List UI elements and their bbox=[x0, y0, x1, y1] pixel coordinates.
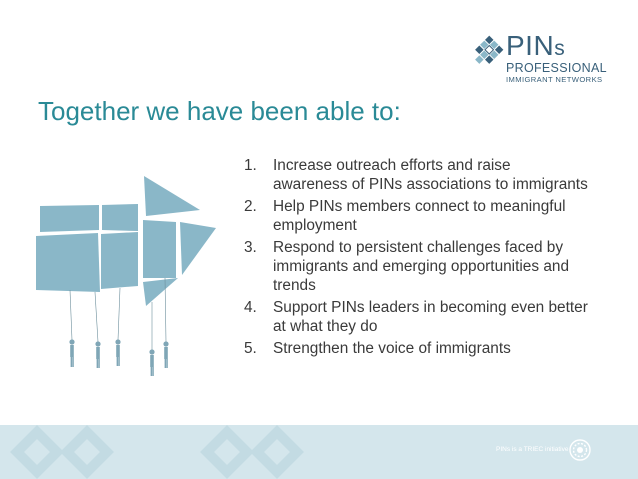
logo-wordmark: PINs bbox=[506, 30, 566, 61]
arrow-panels-illustration bbox=[0, 172, 230, 384]
footer-band bbox=[0, 425, 638, 479]
pins-logo bbox=[466, 28, 631, 84]
logo-line-professional: PROFESSIONAL bbox=[506, 61, 607, 75]
achievements-list bbox=[244, 156, 589, 361]
list-item: 5. Strengthen the voice of immigrants bbox=[244, 340, 511, 357]
list-item: 1. Increase outreach efforts and raise awareness of PINs associations to immigrants bbox=[244, 157, 588, 193]
slide-title: Together we have been able to: bbox=[38, 96, 401, 126]
list-item: 2. Help PINs members connect to meaningful employment bbox=[244, 198, 566, 234]
pins-diamond-logo-icon bbox=[466, 34, 504, 74]
list-item: 3. Respond to persistent challenges faced by immigrants and emerging opportunities and trends bbox=[244, 239, 570, 294]
list-item: 4. Support PINs leaders in becoming even better at what they do bbox=[244, 299, 588, 335]
triec-badge-icon bbox=[569, 439, 591, 461]
footer-chevron-pattern bbox=[0, 425, 480, 479]
footer-text: PINs is a TRIEC initiative bbox=[496, 446, 569, 453]
logo-line-immigrant-networks: IMMIGRANT NETWORKS bbox=[506, 75, 603, 84]
